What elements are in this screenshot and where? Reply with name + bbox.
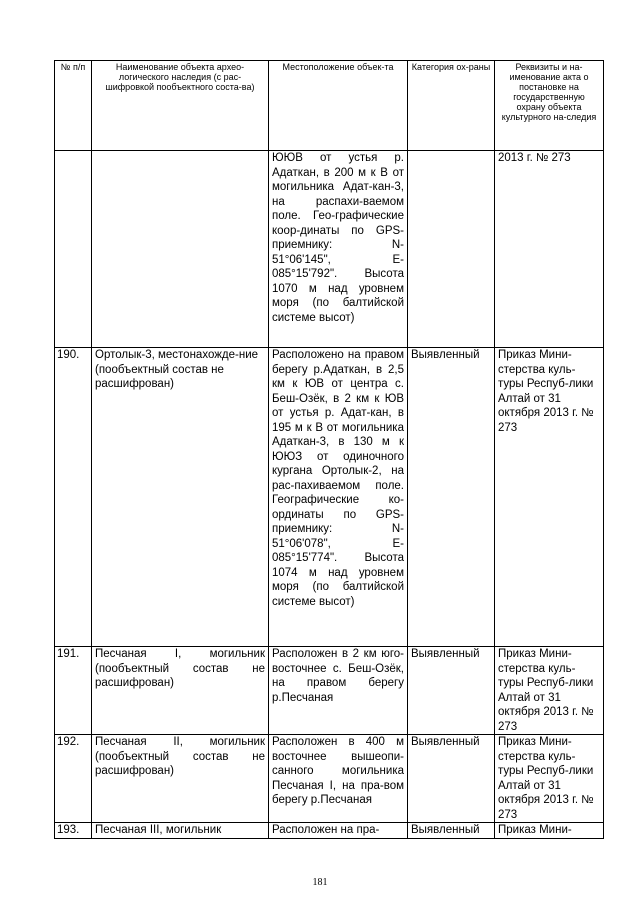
- object-name: Ортолык-3, местонахожде-ние: [95, 349, 259, 361]
- header-number: № п/п: [55, 61, 92, 151]
- header-object-name: Наименование объекта архео-логического наследия (с рас-шифровкой пообъектного соста-ва): [92, 61, 269, 151]
- header-location: Местоположение объек-та: [269, 61, 408, 151]
- requisites-text: Приказ Мини-стерства куль-туры Респуб-лики Алтай от 31 октября 2013 г. № 273: [498, 349, 594, 434]
- table-row: [55, 647, 604, 735]
- table-row: [55, 151, 604, 348]
- location-text: Расположен на пра-: [272, 824, 380, 836]
- row-number: 191.: [55, 647, 92, 735]
- location-cell: [269, 647, 408, 735]
- requisites-text: Приказ Мини-стерства куль-туры Респуб-лики Алтай от 31 октября 2013 г. № 273: [498, 648, 594, 733]
- object-name-cell: [92, 823, 269, 839]
- page-number: 181: [312, 877, 328, 888]
- object-name-cell: [92, 647, 269, 735]
- table-row: [55, 823, 604, 839]
- object-name: Песчаная II, могильник (пообъектный состав не расшифрован): [95, 736, 265, 777]
- object-name: Песчаная I, могильник (пообъектный состав не расшифрован): [95, 648, 265, 689]
- requisites-cell: [495, 735, 604, 823]
- requisites-text: Приказ Мини-стерства куль-туры Респуб-лики Алтай от 31 октября 2013 г. № 273: [498, 736, 594, 821]
- object-composition: (пообъектный состав не расшифрован): [95, 363, 224, 390]
- location-text: Расположен в 400 м восточнее вышеопи-санного могильника Песчаная I, на пра-вом берегу р.Песчаная: [272, 736, 404, 806]
- category-cell: [408, 151, 495, 348]
- table-header-row: [55, 61, 604, 151]
- requisites-cell: [495, 823, 604, 839]
- table-row: [55, 348, 604, 647]
- location-cell: [269, 735, 408, 823]
- category-cell: Выявленный: [408, 348, 495, 647]
- object-name-cell: [92, 735, 269, 823]
- requisites-cell: [495, 348, 604, 647]
- location-cell: [269, 823, 408, 839]
- location-text: ЮЮВ от устья р. Адаткан, в 200 м к В от могильника Адат-кан-3, на распахи-ваемом поле. Гео-графические коор-динаты по GPS-приемнику: N-51°06'145", E-085°15'792". Высота 1070 м над уровнем моря (по балтийской системе высот): [272, 152, 404, 324]
- requisites-cell: [495, 151, 604, 348]
- header-protection-category: Категория ох-раны: [408, 61, 495, 151]
- requisites-text: 2013 г. № 273: [498, 152, 571, 164]
- object-name-cell: [92, 348, 269, 647]
- category-cell: Выявленный: [408, 735, 495, 823]
- requisites-text: Приказ Мини-: [498, 824, 572, 836]
- category-cell: Выявленный: [408, 647, 495, 735]
- location-text: Расположено на правом берегу р.Адаткан, в 2,5 км к ЮВ от центра с. Беш-Озёк, в 2 км к ЮВ от устья р. Адат-кан, в 195 м к В от могильника Адаткан-3, в 130 м к ЮЮЗ от одиночного кургана Ортолык-2, на рас-пахиваемом поле. Географические ко-ординаты по GPS-приемнику: N-51°06'078", E-085°15'774". Высота 1074 м над уровнем моря (по балтийской системе высот): [272, 349, 404, 608]
- table-row: [55, 735, 604, 823]
- heritage-register-table: [54, 60, 604, 839]
- header-act-requisites: Реквизиты и на-именование акта о постановке на государственную охрану объекта культурного на-следия: [495, 61, 604, 151]
- row-number: 193.: [55, 823, 92, 839]
- requisites-cell: [495, 647, 604, 735]
- location-text: Расположен в 2 км юго-восточнее с. Беш-Озёк, на правом берегу р.Песчаная: [272, 648, 404, 704]
- category-cell: Выявленный: [408, 823, 495, 839]
- row-number: 190.: [55, 348, 92, 647]
- row-number: 192.: [55, 735, 92, 823]
- object-name-cell: [92, 151, 269, 348]
- location-cell: [269, 348, 408, 647]
- object-name: Песчаная III, могильник: [95, 824, 222, 836]
- location-cell: [269, 151, 408, 348]
- row-number: [55, 151, 92, 348]
